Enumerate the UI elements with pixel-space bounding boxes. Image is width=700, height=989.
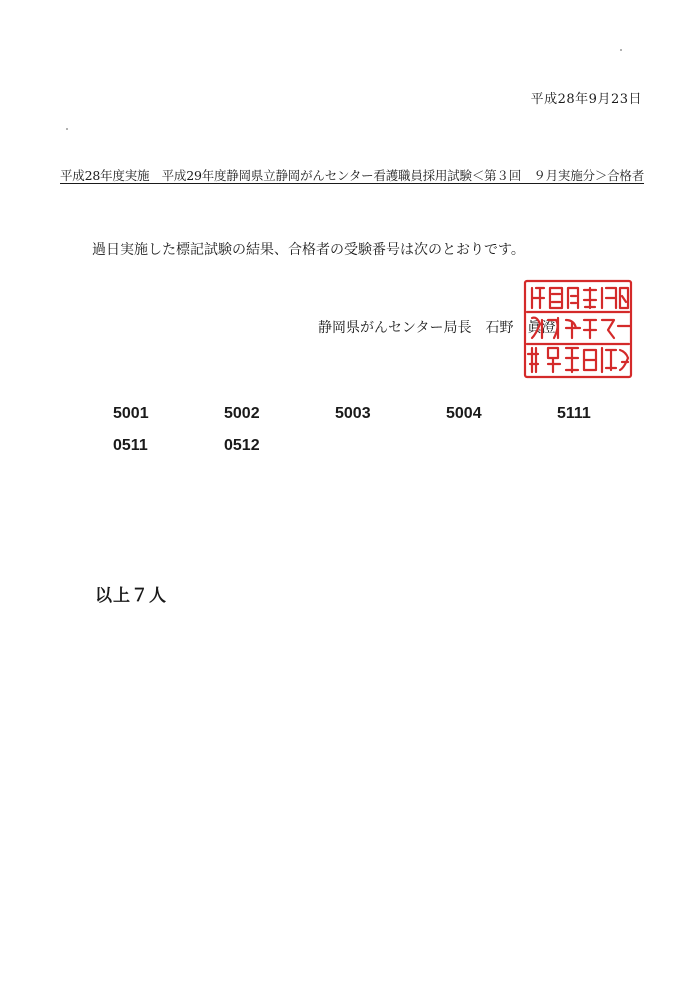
pass-number-row	[113, 398, 613, 430]
pass-number-list	[113, 398, 613, 462]
scan-speck	[620, 49, 622, 51]
pass-number: 5111	[557, 405, 591, 422]
pass-number: 0512	[224, 437, 260, 454]
pass-number: 0511	[113, 437, 148, 454]
document-date: 平成28年9月23日	[530, 92, 642, 107]
document-title: 平成28年度実施 平成29年度静岡県立静岡がんセンター看護職員採用試験＜第３回 ９月実施分＞合格者	[60, 168, 645, 183]
official-seal-icon	[522, 278, 634, 380]
pass-number: 5004	[446, 405, 482, 422]
pass-number-row	[113, 430, 613, 462]
intro-text: 過日実施した標記試験の結果、合格者の受験番号は次のとおりです。	[92, 242, 525, 258]
signature-line: 静岡県がんセンター局長 石野 眞澄	[318, 320, 556, 336]
scan-speck	[66, 128, 68, 130]
total-count: 以上７人	[95, 586, 167, 606]
pass-number: 5002	[224, 405, 260, 422]
pass-number: 5001	[113, 405, 149, 422]
pass-number: 5003	[335, 405, 371, 422]
